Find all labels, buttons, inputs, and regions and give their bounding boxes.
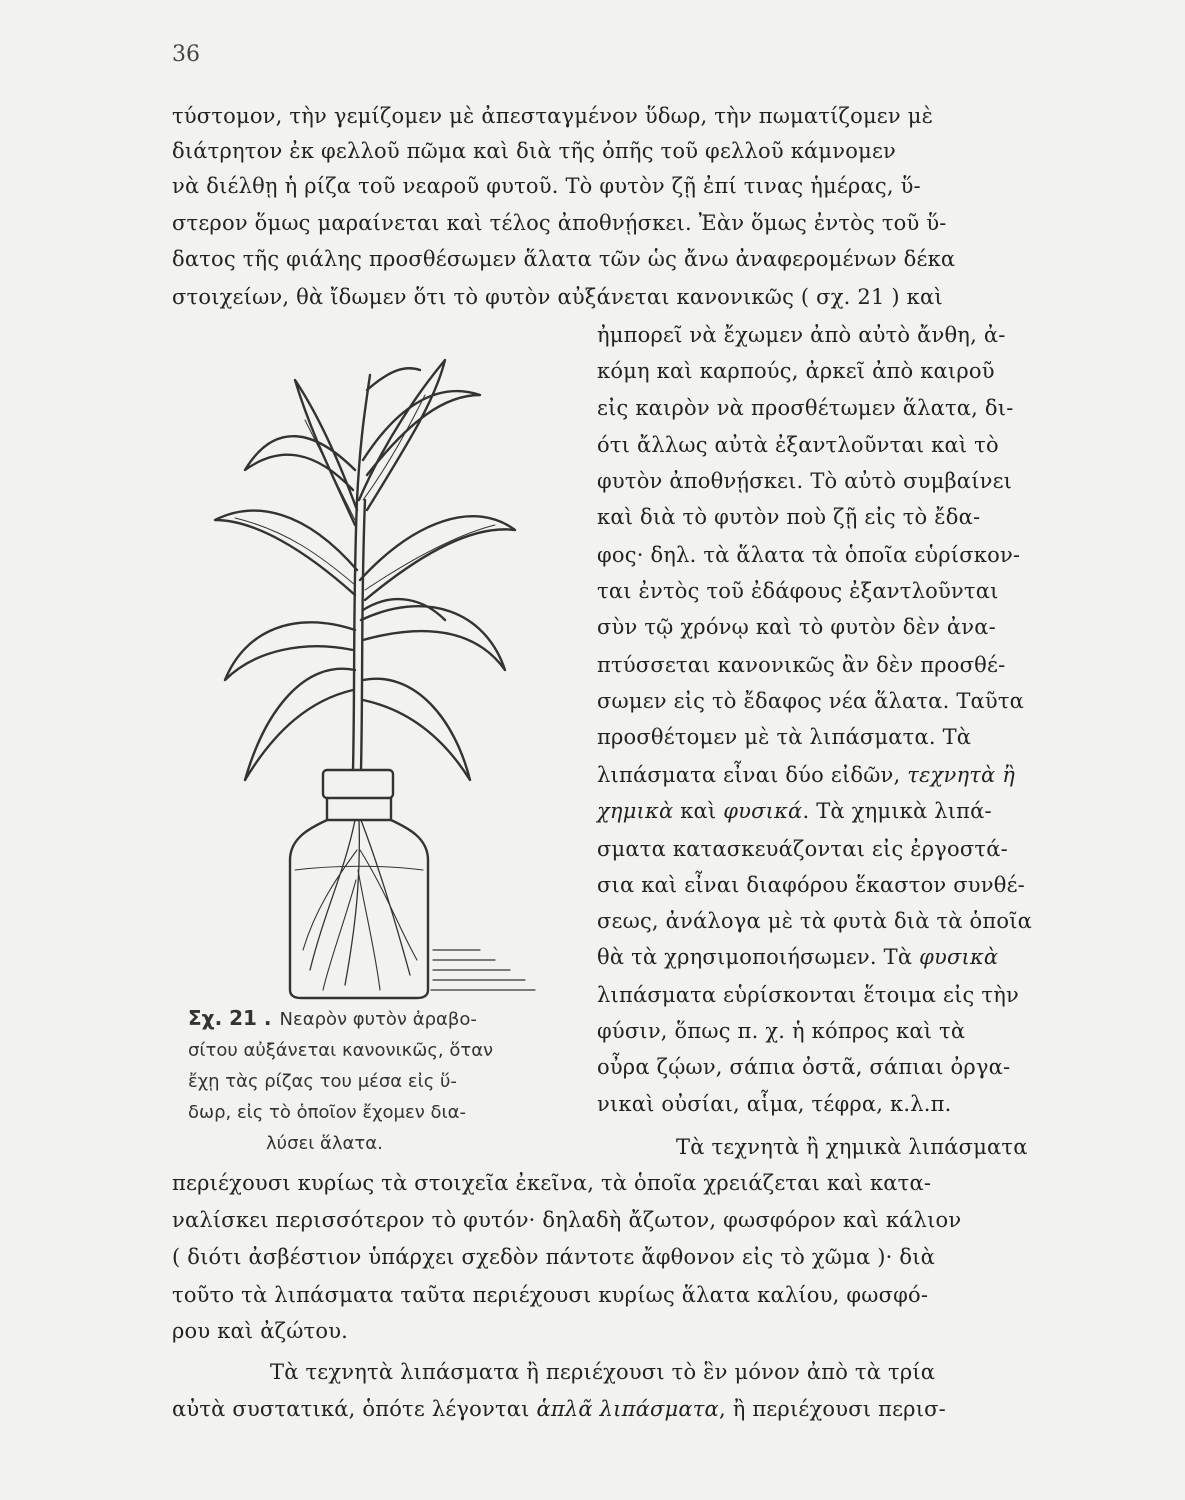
text-line: νὰ διέλθῃ ἡ ρίζα τοῦ νεαροῦ φυτοῦ. Τὸ φυτὸν ζῇ ἐπί τινας ἡμέρας, ὕ- — [172, 174, 921, 198]
text-line: κόμη καὶ καρπούς, ἀρκεῖ ἀπὸ καιροῦ — [597, 359, 995, 383]
text-line: ότι ἄλλως αὐτὰ ἐξαντλοῦνται καὶ τὸ — [597, 433, 999, 457]
figure-caption — [188, 1003, 558, 1159]
text-line: πτύσσεται κανονικῶς ἂν δὲν προσθέ- — [597, 653, 1006, 677]
caption-line: σίτου αὐξάνεται κανονικῶς, ὅταν — [188, 1040, 494, 1061]
text-line: στοιχείων, θὰ ἴδωμεν ὅτι τὸ φυτὸν αὐξάνεται κανονικῶς ( σχ. 21 ) καὶ — [172, 285, 943, 309]
text-line: σια καὶ εἶναι διαφόρου ἕκαστον συνθέ- — [597, 873, 1025, 897]
caption-line: λύσει ἅλατα. — [266, 1133, 383, 1154]
text-line: φυτὸν ἀποθνῄσκει. Τὸ αὐτὸ συμβαίνει — [597, 469, 1013, 493]
text-line: σὺν τῷ χρόνῳ καὶ τὸ φυτὸν δὲν ἀνα- — [597, 615, 996, 639]
text-line: ρου καὶ ἀζώτου. — [172, 1319, 349, 1343]
corn-plant-figure — [195, 350, 580, 1000]
text-line: τύστομον, τὴν γεμίζομεν μὲ ἀπεσταγμένον ὕδωρ, τὴν πωματίζομεν μὲ — [172, 104, 934, 128]
text-line: ( διότι ἀσβέστιον ὑπάρχει σχεδὸν πάντοτε ἄφθονον εἰς τὸ χῶμα )· διὰ — [172, 1245, 936, 1269]
text-line: φος· δηλ. τὰ ἅλατα τὰ ὁποῖα εὑρίσκον- — [597, 543, 1021, 567]
text-line: αὐτὰ συστατικά, ὁπότε λέγονται ἁπλᾶ λιπάσματα, ἢ περιέχουσι περισ- — [172, 1397, 946, 1421]
corn-plant-in-bottle-icon — [195, 350, 580, 1000]
text-line: νικαὶ οὐσίαι, αἷμα, τέφρα, κ.λ.π. — [597, 1092, 952, 1116]
text-line: διάτρητον ἐκ φελλοῦ πῶμα καὶ διὰ τῆς ὀπῆς τοῦ φελλοῦ κάμνομεν — [172, 139, 896, 163]
text-line: Τὰ τεχνητὰ λιπάσματα ἢ περιέχουσι τὸ ἓν μόνον ἀπὸ τὰ τρία — [270, 1360, 936, 1384]
text-line: τοῦτο τὰ λιπάσματα ταῦτα περιέχουσι κυρίως ἅλατα καλίου, φωσφό- — [172, 1283, 929, 1307]
text-line: σματα κατασκευάζονται εἰς ἐργοστά- — [597, 837, 1008, 861]
text-line: δατος τῆς φιάλης προσθέσωμεν ἅλατα τῶν ὡς ἄνω ἀναφερομένων δέκα — [172, 247, 956, 271]
text-line: λιπάσματα εἶναι δύο εἰδῶν, τεχνητὰ ἢ — [597, 763, 1016, 787]
caption-line: δωρ, εἰς τὸ ὁποῖον ἔχομεν δια- — [188, 1102, 466, 1123]
text-line: προσθέτομεν μὲ τὰ λιπάσματα. Τὰ — [597, 725, 972, 749]
text-line: περιέχουσι κυρίως τὰ στοιχεῖα ἐκεῖνα, τὰ ὁποῖα χρειάζεται καὶ κατα- — [172, 1171, 932, 1195]
text-line: σωμεν εἰς τὸ ἔδαφος νέα ἅλατα. Ταῦτα — [597, 689, 1025, 713]
text-line: ναλίσκει περισσότερον τὸ φυτόν· δηλαδὴ ἄζωτον, φωσφόρον καὶ κάλιον — [172, 1208, 962, 1232]
text-line: χημικὰ καὶ φυσικά. Τὰ χημικὰ λιπά- — [597, 799, 992, 823]
caption-line: ἔχῃ τὰς ρίζας του μέσα εἰς ὕ- — [188, 1071, 457, 1092]
text-line: στερον ὅμως μαραίνεται καὶ τέλος ἀποθνῄσκει. Ἐὰν ὅμως ἐντὸς τοῦ ὕ- — [172, 211, 947, 235]
text-line: καὶ διὰ τὸ φυτὸν ποὺ ζῇ εἰς τὸ ἔδα- — [597, 505, 981, 529]
page-number: 36 — [172, 42, 200, 67]
text-line: ται ἐντὸς τοῦ ἐδάφους ἐξαντλοῦνται — [597, 579, 999, 603]
text-line: σεως, ἀνάλογα μὲ τὰ φυτὰ διὰ τὰ ὁποῖα — [597, 909, 1033, 933]
caption-label: Σχ. 21 . — [188, 1006, 272, 1030]
text-line: φύσιν, ὅπως π. χ. ἡ κόπρος καὶ τὰ — [597, 1019, 966, 1043]
text-line: εἰς καιρὸν νὰ προσθέτωμεν ἅλατα, δι- — [597, 396, 1014, 420]
text-line: Τὰ τεχνητὰ ἢ χημικὰ λιπάσματα — [676, 1135, 1028, 1159]
caption-line: Νεαρὸν φυτὸν ἀραβο- — [279, 1009, 477, 1030]
text-line: ἠμπορεῖ νὰ ἔχωμεν ἀπὸ αὐτὸ ἄνθη, ἀ- — [597, 323, 1006, 347]
text-line: θὰ τὰ χρησιμοποιήσωμεν. Τὰ φυσικὰ — [597, 945, 999, 969]
text-line: οὖρα ζῴων, σάπια ὀστᾶ, σάπιαι ὀργα- — [597, 1055, 1011, 1079]
text-line: λιπάσματα εὑρίσκονται ἕτοιμα εἰς τὴν — [597, 983, 1019, 1007]
